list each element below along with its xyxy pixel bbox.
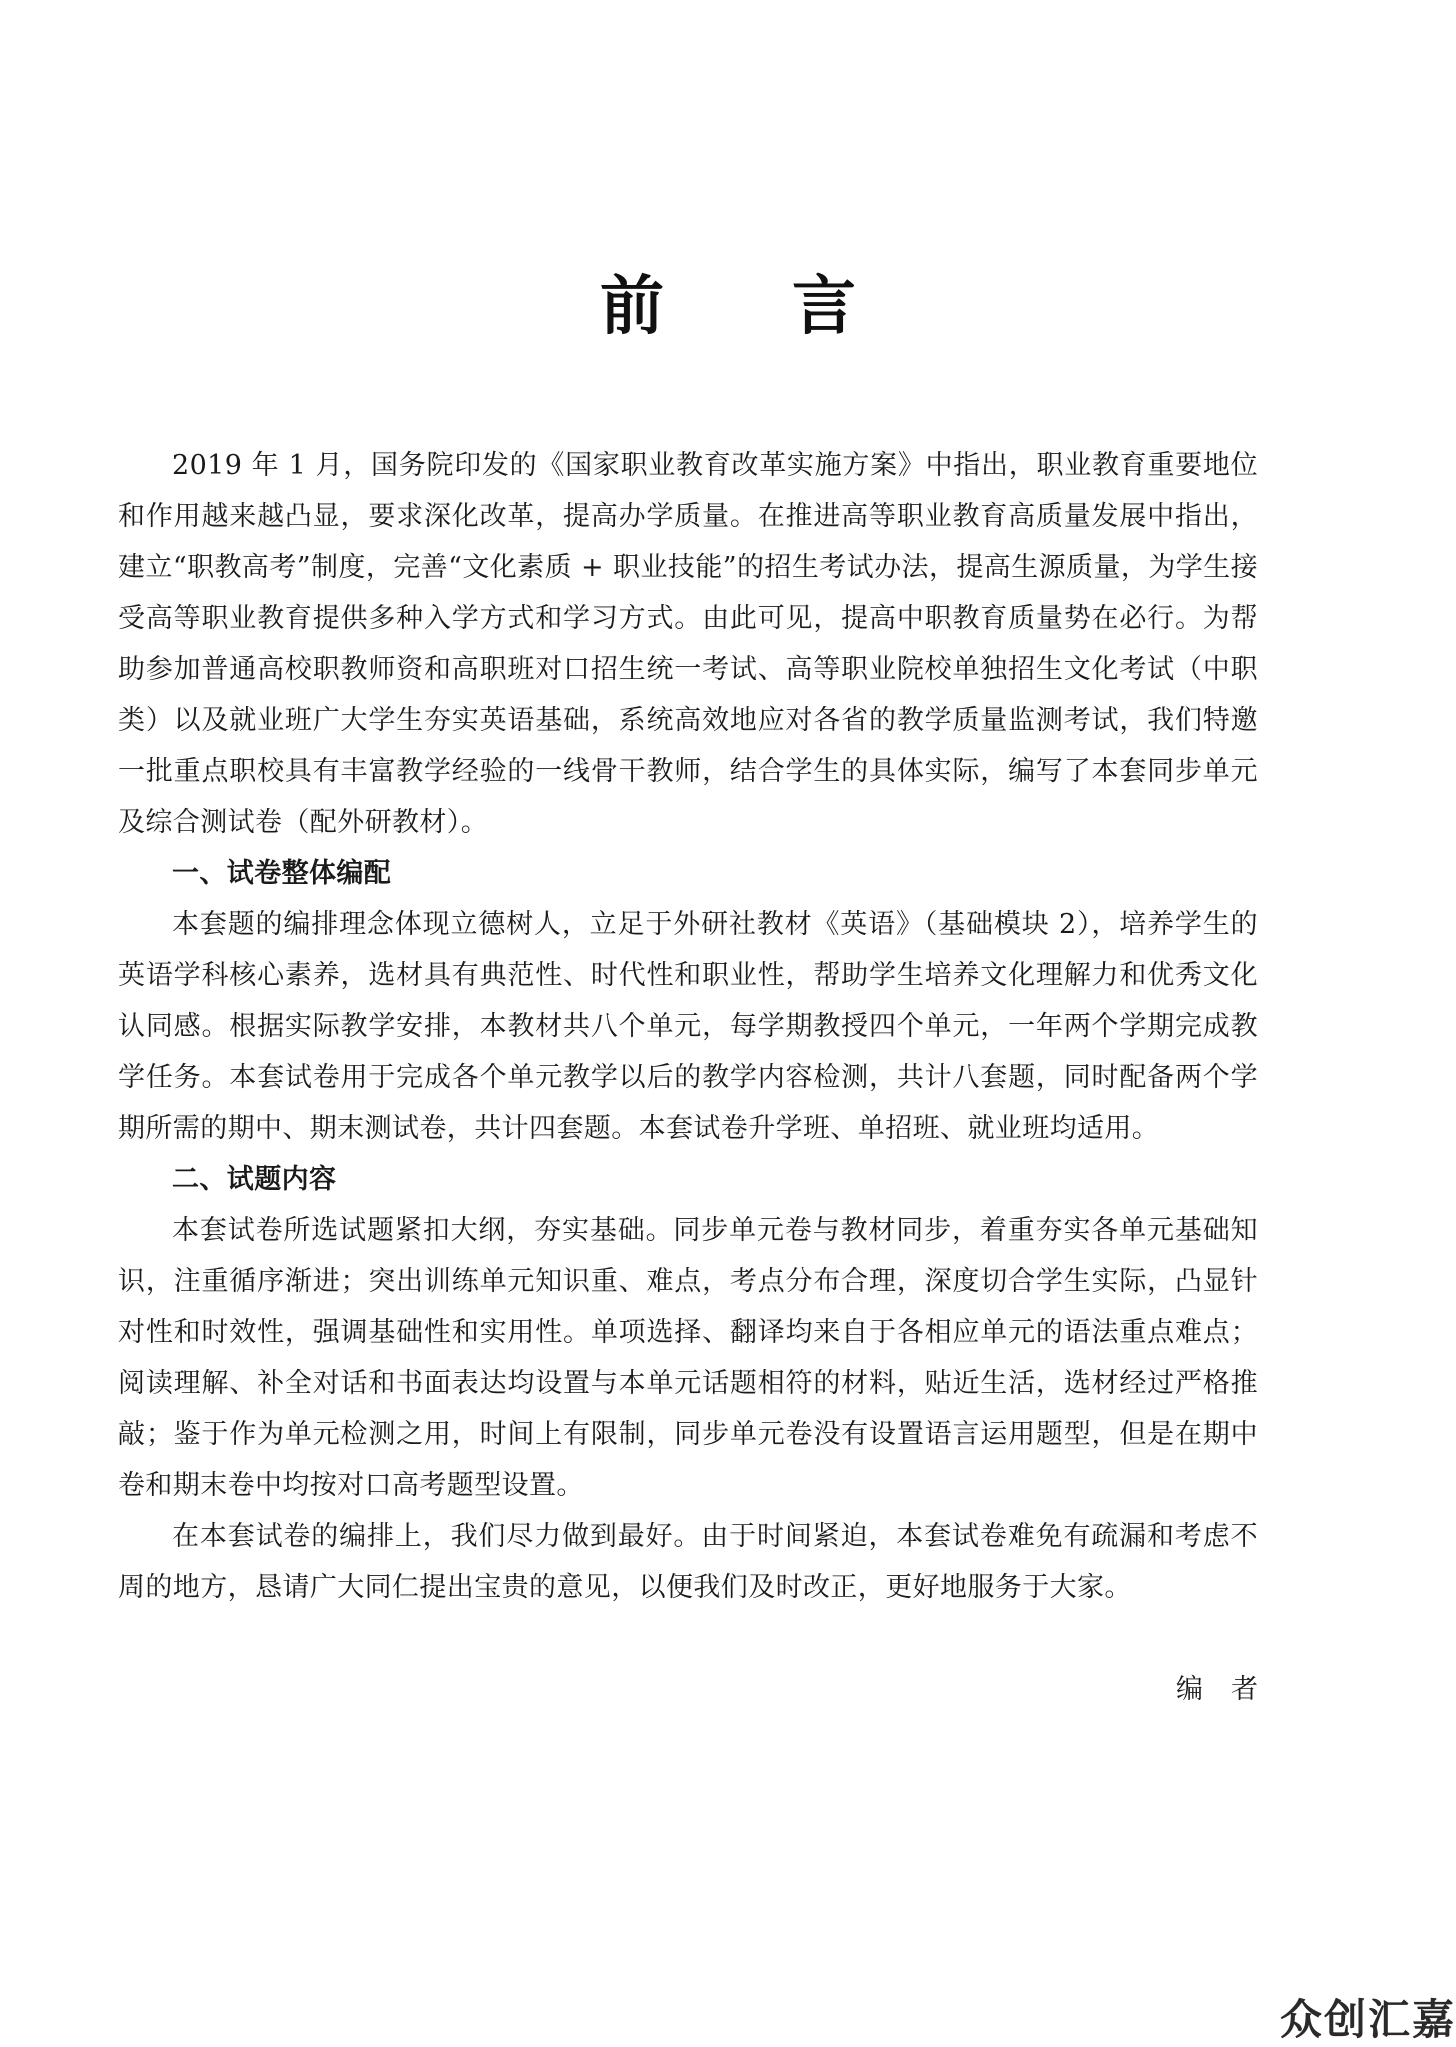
paragraph-arrangement: 本套题的编排理念体现立德树人，立足于外研社教材《英语》（基础模块 2），培养学生的英语学科核心素养，选材具有典范性、时代性和职业性，帮助学生培养文化理解力和优秀文化认同感。根据实际教学安排，本教材共八个单元，每学期教授四个单元，一年两个学期完成教学任务。本套试卷用于完成各个单元教学以后的教学内容检测，共计八套题，同时配备两个学期所需的期中、期末测试卷，共计四套题。本套试卷升学班、单招班、就业班均适用。 (118, 909, 1258, 1144)
section-heading-arrangement: 一、试卷整体编配 (172, 858, 392, 889)
preface-body (118, 440, 1258, 1613)
paragraph-content: 本套试卷所选试题紧扣大纲，夯实基础。同步单元卷与教材同步，着重夯实各单元基础知识，注重循序渐进；突出训练单元知识重、难点，考点分布合理，深度切合学生实际，凸显针对性和时效性，强调基础性和实用性。单项选择、翻译均来自于各相应单元的语法重点难点；阅读理解、补全对话和书面表达均设置与本单元话题相符的材料，贴近生活，选材经过严格推敲；鉴于作为单元检测之用，时间上有限制，同步单元卷没有设置语言运用题型，但是在期中卷和期末卷中均按对口高考题型设置。 (118, 1215, 1258, 1501)
page-title: 前言 (600, 270, 984, 344)
paragraph-closing: 在本套试卷的编排上，我们尽力做到最好。由于时间紧迫，本套试卷难免有疏漏和考虑不周的地方，恳请广大同仁提出宝贵的意见，以便我们及时改正，更好地服务于大家。 (118, 1521, 1258, 1603)
watermark-logo: 众创汇嘉 (1279, 1995, 1456, 2044)
section-heading-content: 二、试题内容 (172, 1164, 337, 1195)
signature-editor: 编者 (1176, 1674, 1286, 1705)
paragraph-intro: 2019 年 1 月，国务院印发的《国家职业教育改革实施方案》中指出，职业教育重要地位和作用越来越凸显，要求深化改革，提高办学质量。在推进高等职业教育高质量发展中指出，建立“职教高考”制度，完善“文化素质 + 职业技能”的招生考试办法，提高生源质量，为学生接受高等职业教育提供多种入学方式和学习方式。由此可见，提高中职教育质量势在必行。为帮助参加普通高校职教师资和高职班对口招生统一考试、高等职业院校单独招生文化考试（中职类）以及就业班广大学生夯实英语基础，系统高效地应对各省的教学质量监测考试，我们特邀一批重点职校具有丰富教学经验的一线骨干教师，结合学生的具体实际，编写了本套同步单元及综合测试卷（配外研教材）。 (118, 450, 1258, 838)
